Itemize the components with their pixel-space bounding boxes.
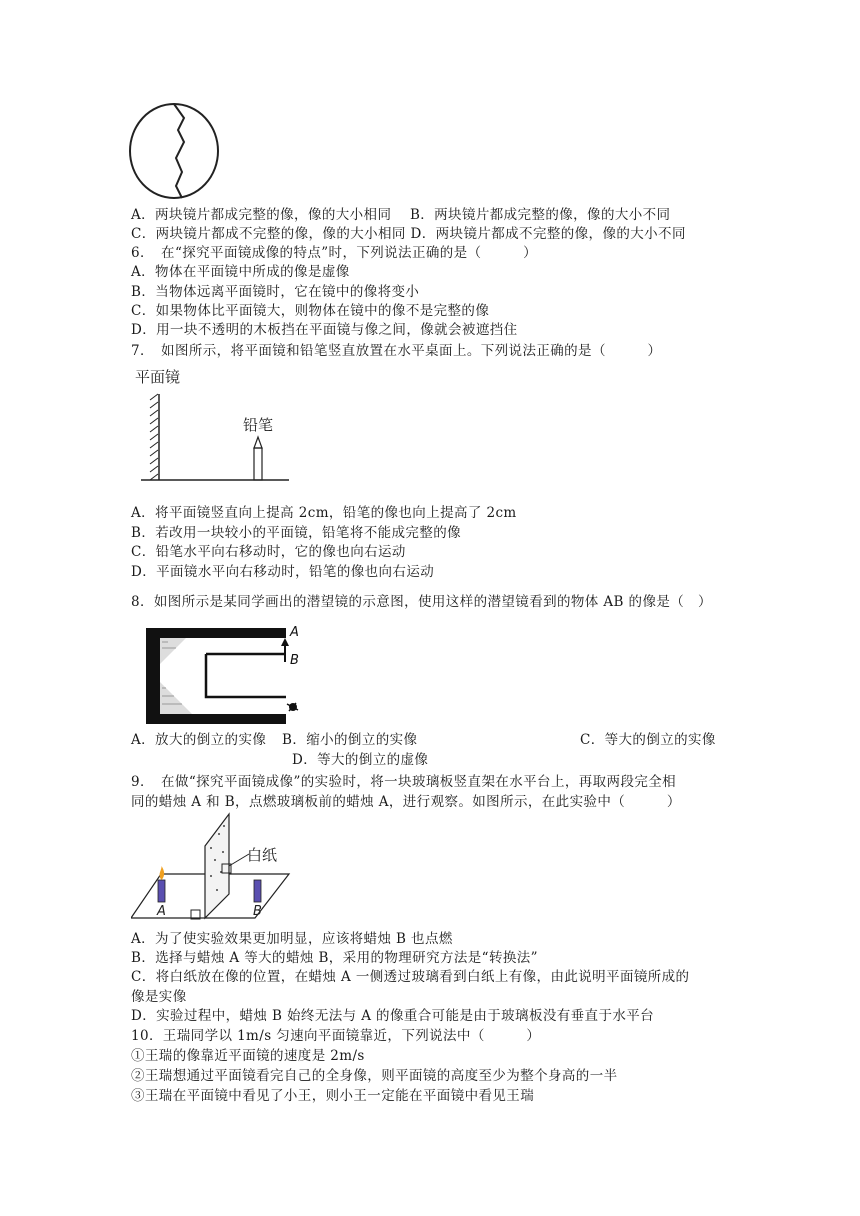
q6-stem: 6． 在“探究平面镜成像的特点”时，下列说法正确的是（ ） [131, 245, 538, 261]
object-label-a: A [290, 625, 299, 640]
candle-a [158, 880, 165, 902]
q6-option-d: D．用一块不透明的木板挡在平面镜与像之间，像就会被遮挡住 [131, 322, 518, 338]
q9-option-c-line2: 像是实像 [131, 989, 187, 1005]
q9-option-d: D．实验过程中，蜡烛 B 始终无法与 A 的像重合可能是由于玻璃板没有垂直于水平台 [131, 1008, 655, 1024]
pencil-body [254, 448, 262, 480]
paper-label: 白纸 [247, 846, 278, 864]
q6-option-a: A．物体在平面镜中所成的像是虚像 [131, 264, 350, 280]
q10-statement-2: ②王瑞想通过平面镜看完自己的全身像，则平面镜的高度至少为整个身高的一半 [131, 1068, 618, 1084]
periscope-figure [146, 622, 316, 732]
q9-stem-line2: 同的蜡烛 A 和 B，点燃玻璃板前的蜡烛 A，进行观察。如图所示，在此实验中（ ） [131, 794, 681, 810]
q9-stem-line1: 9． 在做“探究平面镜成像”的实验时，将一块玻璃板竖直架在水平台上，再取两段完全相 [131, 774, 677, 790]
q7-option-a: A．将平面镜竖直向上提高 2cm，铅笔的像也向上提高了 2cm [131, 505, 517, 521]
q6-option-b: B．当物体远离平面镜时，它在镜中的像将变小 [131, 284, 420, 300]
q10-stem: 10．王瑞同学以 1m/s 匀速向平面镜靠近，下列说法中（ ） [131, 1028, 541, 1044]
candle-b-label: B [253, 904, 262, 919]
q9-option-c-line1: C．将白纸放在像的位置，在蜡烛 A 一侧透过玻璃看到白纸上有像，由此说明平面镜所成的 [131, 969, 690, 985]
q6-option-c: C．如果物体比平面镜大，则物体在镜中的像不是完整的像 [131, 303, 490, 319]
glass-plate [205, 814, 229, 918]
q10-statement-3: ③王瑞在平面镜中看见了小王，则小王一定能在平面镜中看见王瑞 [131, 1088, 535, 1104]
q7-option-c: C．铅笔水平向右移动时，它的像也向右运动 [131, 544, 406, 560]
q5-options-cd: C．两块镜片都成不完整的像，像的大小相同 D．两块镜片都成不完整的像，像的大小不同 [131, 226, 686, 242]
q5-options-ab: A．两块镜片都成完整的像，像的大小相同 B．两块镜片都成完整的像，像的大小不同 [131, 207, 671, 223]
candle-b [254, 880, 261, 902]
glass-plate-candle-figure [131, 812, 301, 924]
q8-option-c: C．等大的倒立的实像 [580, 732, 716, 748]
q7-option-b: B．若改用一块较小的平面镜，铅笔将不能成完整的像 [131, 525, 462, 541]
pencil-label: 铅笔 [243, 416, 274, 434]
candle-a-label: A [157, 904, 166, 919]
mirror-label: 平面镜 [135, 368, 181, 386]
q10-statement-1: ①王瑞的像靠近平面镜的速度是 2m/s [131, 1048, 365, 1064]
mirror-pencil-figure [131, 364, 291, 494]
q7-option-d: D．平面镜水平向右移动时，铅笔的像也向右运动 [131, 564, 435, 580]
q8-option-a: A．放大的倒立的实像 [131, 732, 267, 748]
broken-mirror-figure [128, 102, 224, 202]
q8-stem: 8．如图所示是某同学画出的潜望镜的示意图，使用这样的潜望镜看到的物体 AB 的像是（ ） [131, 594, 712, 610]
q7-stem: 7． 如图所示，将平面镜和铅笔竖直放置在水平桌面上。下列说法正确的是（ ） [131, 343, 662, 359]
q8-option-b: B．缩小的倒立的实像 [282, 732, 418, 748]
q9-option-a: A．为了使实验效果更加明显，应该将蜡烛 B 也点燃 [131, 931, 453, 947]
q9-option-b: B．选择与蜡烛 A 等大的蜡烛 B，采用的物理研究方法是“转换法” [131, 950, 538, 966]
q8-option-d: D．等大的倒立的虚像 [292, 752, 429, 768]
object-label-b: B [290, 653, 299, 668]
